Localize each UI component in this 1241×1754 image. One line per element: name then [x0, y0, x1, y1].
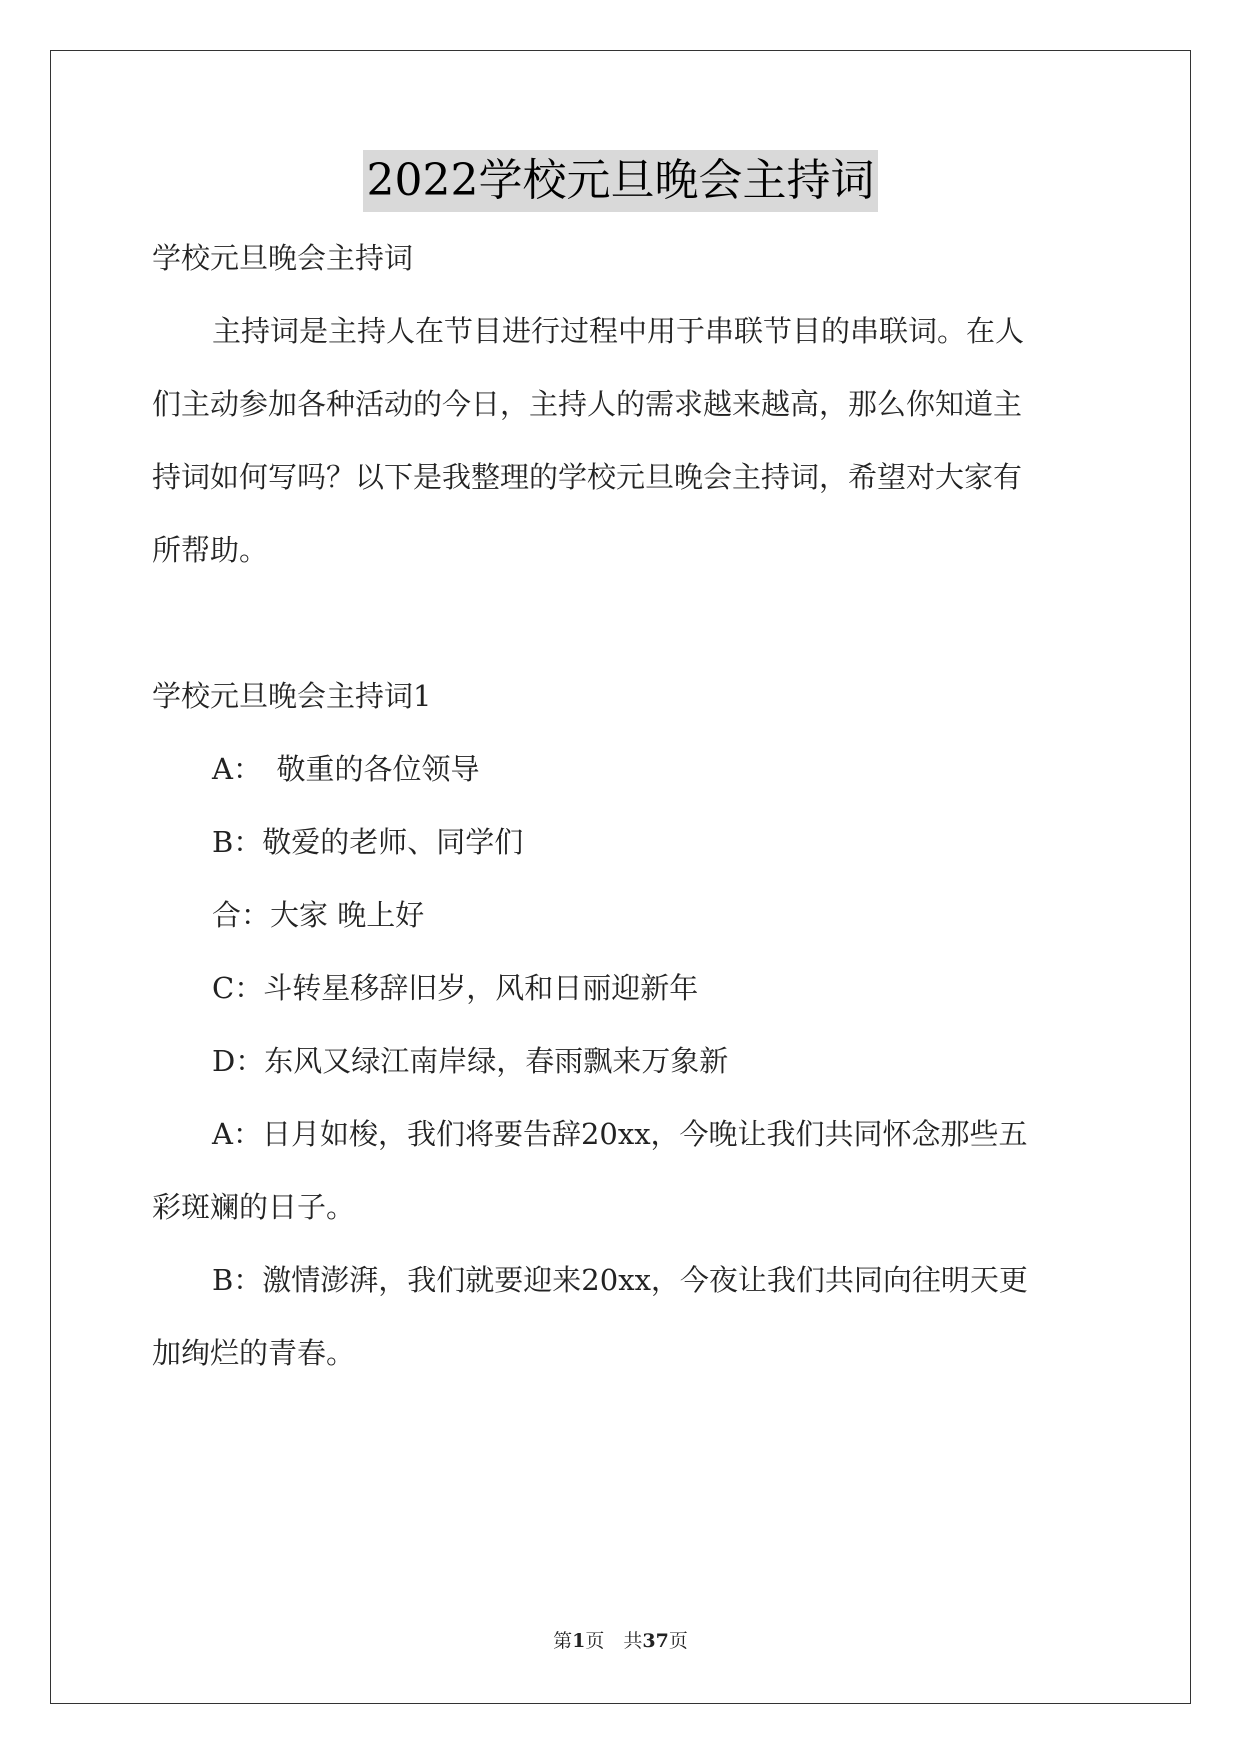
script-line: D：东风又绿江南岸绿，春雨飘来万象新: [212, 1044, 729, 1078]
script-line: 合：大家 晚上好: [212, 898, 425, 932]
page-number-current: 1: [572, 1630, 586, 1652]
subsection-heading: 学校元旦晚会主持词1: [152, 679, 432, 713]
page-footer: [0, 1626, 1241, 1653]
intro-paragraph-line: 们主动参加各种活动的今日，主持人的需求越来越高，那么你知道主: [152, 387, 1023, 421]
page-border: [50, 50, 1191, 1704]
section-heading: 学校元旦晚会主持词: [152, 241, 414, 275]
script-line: A：日月如梭，我们将要告辞20xx，今晚让我们共同怀念那些五: [212, 1117, 1028, 1151]
intro-paragraph-line: 主持词是主持人在节目进行过程中用于串联节目的串联词。在人: [212, 314, 1025, 348]
script-line: C：斗转星移辞旧岁，风和日丽迎新年: [212, 971, 699, 1005]
intro-paragraph-line: 所帮助。: [152, 533, 269, 567]
script-line: B：敬爱的老师、同学们: [212, 825, 524, 859]
page-number-total: 37: [642, 1630, 669, 1652]
page-number-suffix: 页: [668, 1630, 688, 1652]
script-line: B：激情澎湃，我们就要迎来20xx，今夜让我们共同向往明天更: [212, 1263, 1028, 1297]
intro-paragraph-line: 持词如何写吗？以下是我整理的学校元旦晚会主持词，希望对大家有: [152, 460, 1023, 494]
document-title: [0, 150, 1241, 212]
script-line: A： 敬重的各位领导: [212, 752, 480, 786]
script-line: 加绚烂的青春。: [152, 1336, 356, 1370]
page-number-prefix: 第: [553, 1630, 573, 1652]
page-number-middle: 页 共: [585, 1630, 643, 1652]
document-title-text: 2022学校元旦晚会主持词: [363, 150, 879, 212]
script-line: 彩斑斓的日子。: [152, 1190, 356, 1224]
